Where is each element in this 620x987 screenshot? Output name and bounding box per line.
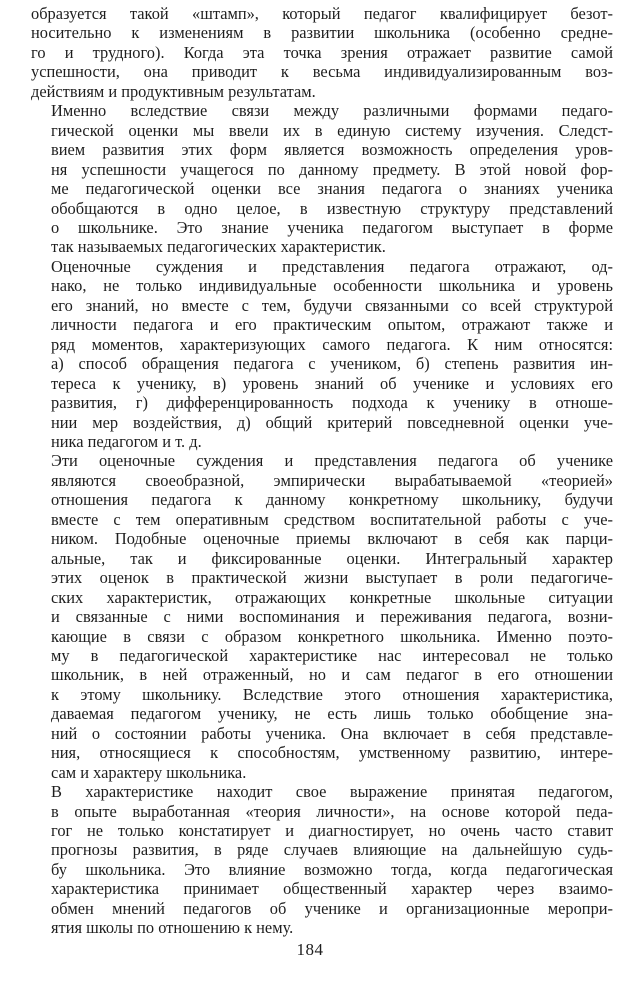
text-line: бу школьника. Это влияние возможно тогда, когда педагогическая	[51, 859, 613, 879]
text-line: к этому школьнику. Вследствие этого отношения характеристика,	[51, 684, 613, 704]
text-line: обобщаются в одно целое, в известную структуру представлений	[51, 198, 613, 218]
text-line: Оценочные суждения и представления педагога отражают, од-	[51, 256, 613, 276]
text-line: даваемая педагогом ученику, не есть лишь только обобщение зна-	[51, 704, 613, 724]
text-line: его знаний, но вместе с тем, будучи связанными со всей структурой	[51, 295, 613, 315]
text-line: Эти оценочные суждения и представления педагога об ученике	[51, 451, 613, 471]
text-line: являются своеобразной, эмпирически вырабатываемой «теорией»	[51, 470, 613, 490]
text-line: нако, не только индивидуальные особенности школьника и уровень	[51, 276, 613, 296]
text-line: В характеристике находит свое выражение принятая педагогом,	[51, 782, 613, 802]
text-line: альные, так и фиксированные оценки. Интегральный характер	[51, 548, 613, 568]
text-line: отношения педагога к данному конкретному школьнику, будучи	[51, 490, 613, 510]
text-line: так называемых педагогических характеристик.	[51, 237, 386, 257]
text-line: ня успешности учащегося по данному предмету. В этой новой фор-	[51, 159, 613, 179]
text-line: о школьнике. Это знание ученика педагогом выступает в форме	[51, 217, 613, 237]
text-line: Именно вследствие связи между различными формами педаго-	[51, 101, 613, 121]
text-line: школьник, в ней отраженный, но и сам педагог в его отношении	[51, 665, 613, 685]
paragraph-5	[31, 782, 613, 938]
text-line: ских характеристик, отражающих конкретные школьные ситуации	[51, 587, 613, 607]
text-line: успешности, она приводит к весьма индивидуализированным воз-	[31, 62, 613, 82]
text-line: гической оценки мы ввели их в единую систему изучения. Следст-	[51, 120, 613, 140]
text-line: обмен мнений педагогов об ученике и организационные меропри-	[51, 898, 613, 918]
text-line: личности педагога и его практическим опытом, отражают также и	[51, 315, 613, 335]
text-line: вместе с тем оперативным средством воспитательной работы с уче-	[51, 509, 613, 529]
text-line: этих оценок в практической жизни выступает в роли педагогиче-	[51, 568, 613, 588]
text-line: носительно к изменениям в развитии школьника (особенно средне-	[31, 23, 613, 43]
page-number: 184	[296, 940, 324, 959]
text-line: в опыте выработанная «теория личности», на основе которой педа-	[51, 801, 613, 821]
text-line: нии мер воздействия, д) общий критерий повседневной оценки уче-	[51, 412, 613, 432]
text-line: ника педагогом и т. д.	[51, 431, 202, 451]
text-line: гог не только констатирует и диагностирует, но очень часто ставит	[51, 821, 613, 841]
text-line: характеристика принимает общественный характер через взаимо-	[51, 879, 613, 899]
text-line: ний о состоянии работы ученика. Она включает в себя представле-	[51, 723, 613, 743]
text-line: сам и характеру школьника.	[51, 762, 247, 782]
text-line: развития, г) дифференцированность подхода к ученику в отноше-	[51, 393, 613, 413]
text-line: прогнозы развития, в ряде случаев влияющие на дальнейшую судь-	[51, 840, 613, 860]
text-line: ме педагогической оценки все знания педагога о знаниях ученика	[51, 179, 613, 199]
text-line: тереса к ученику, в) уровень знаний об ученике и условиях его	[51, 373, 613, 393]
text-line: ряд моментов, характеризующих самого педагога. К ним относятся:	[51, 334, 613, 354]
paragraph-1	[31, 4, 613, 101]
text-line: и связанные с ними воспоминания и переживания педагога, возни-	[51, 607, 613, 627]
text-line: образуется такой «штамп», который педагог квалифицирует безот-	[31, 4, 613, 23]
page-body	[31, 4, 613, 938]
paragraph-3	[31, 257, 613, 452]
text-line: кающие в связи с образом конкретного школьника. Именно поэто-	[51, 626, 613, 646]
text-line: вием развития этих форм является возможность определения уров-	[51, 140, 613, 160]
text-line: ния, относящиеся к способностям, умственному развитию, интере-	[51, 743, 613, 763]
text-line: ятия школы по отношению к нему.	[51, 918, 294, 938]
text-line: му в педагогической характеристике нас интересовал не только	[51, 645, 613, 665]
paragraph-2	[31, 101, 613, 257]
text-line: действиям и продуктивным результатам.	[31, 81, 316, 101]
text-line: ником. Подобные оценочные приемы включают в себя как парци-	[51, 529, 613, 549]
text-line: го и трудного). Когда эта точка зрения отражает развитие самой	[31, 42, 613, 62]
paragraph-4	[31, 451, 613, 782]
text-line: а) способ обращения педагога с учеником, б) степень развития ин-	[51, 354, 613, 374]
